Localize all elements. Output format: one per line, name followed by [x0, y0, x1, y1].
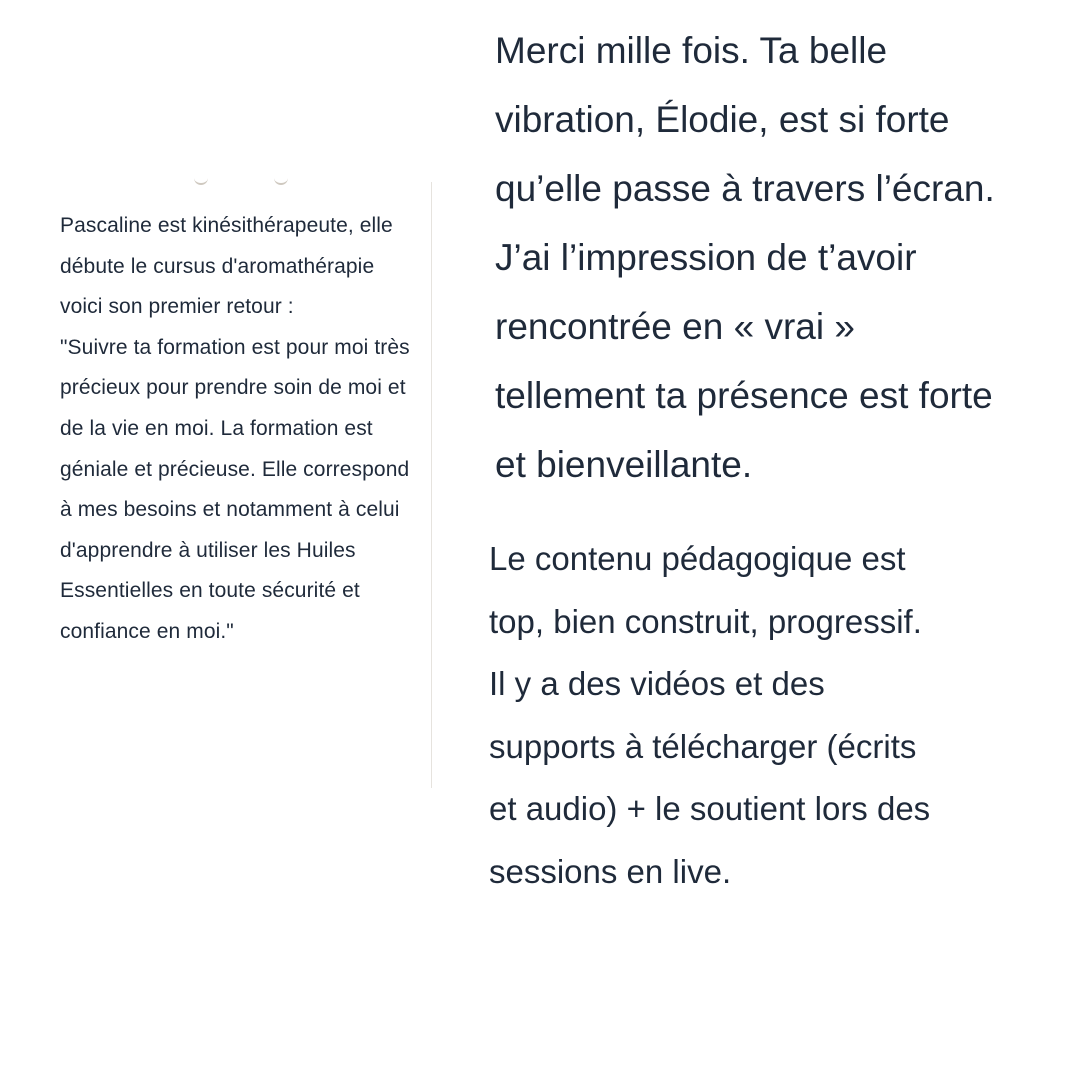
- carousel-dot[interactable]: [194, 176, 208, 185]
- testimonial-card-pascaline: [60, 206, 420, 653]
- testimonial-intro: Pascaline est kinésithérapeute, elle débute le cursus d'aromathérapie voici son premier retour :: [60, 214, 393, 319]
- testimonial-text: Merci mille fois. Ta belle vibration, Élodie, est si forte qu’elle passe à travers l’écran. J’ai l’impression de t’avoir rencontrée en « vrai » tellement ta présence est forte et bienveillante.: [495, 30, 995, 485]
- testimonial-quote: "Suivre ta formation est pour moi très précieux pour prendre soin de moi et de la vie en moi. La formation est géniale et précieuse. Elle correspond à mes besoins et notamment à celui d'apprendre à utiliser les Huiles Essentielles en toute sécurité et confiance en moi.": [60, 335, 410, 643]
- testimonial-card-elodie: [495, 16, 1065, 499]
- carousel-dot[interactable]: [274, 176, 288, 185]
- testimonial-card-content: [489, 528, 1049, 903]
- carousel-indicator: [190, 172, 300, 186]
- testimonial-text: Le contenu pédagogique est top, bien construit, progressif. Il y a des vidéos et des supports à télécharger (écrits et audio) + le soutient lors des sessions en live.: [489, 540, 931, 890]
- column-divider: [431, 182, 432, 788]
